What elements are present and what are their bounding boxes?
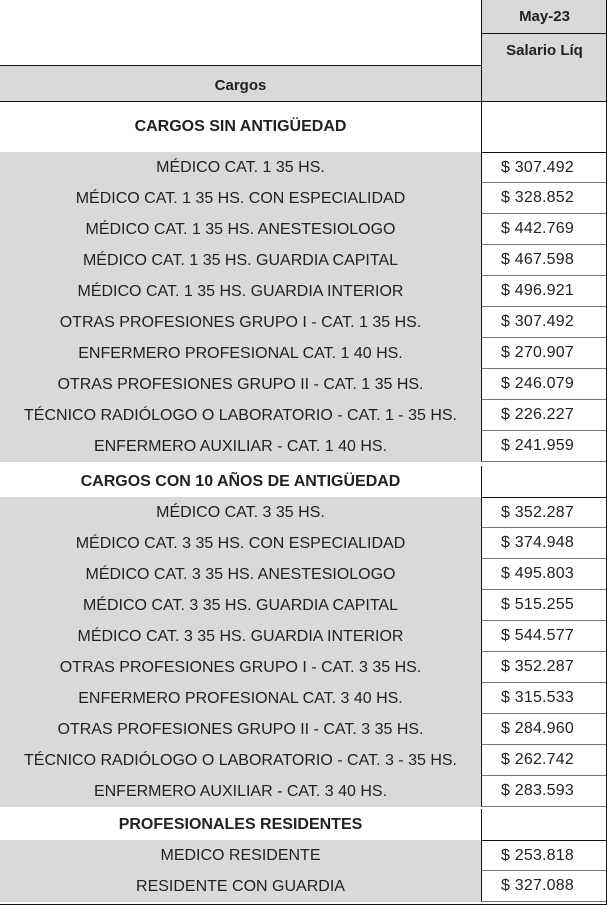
cargo-cell: MÉDICO CAT. 1 35 HS. bbox=[0, 152, 481, 183]
salary-cell: $ 246.079 bbox=[481, 369, 607, 400]
section-header-row bbox=[0, 466, 607, 497]
salary-cell: $ 352.287 bbox=[481, 497, 607, 528]
salary-cell: $ 374.948 bbox=[481, 528, 607, 559]
table-row bbox=[0, 590, 607, 621]
salary-cell: $ 253.818 bbox=[481, 840, 607, 871]
salary-cell: $ 307.492 bbox=[481, 307, 607, 338]
section-header-row bbox=[0, 809, 607, 840]
salary-cell: $ 283.593 bbox=[481, 776, 607, 807]
cargo-cell: ENFERMERO AUXILIAR - CAT. 3 40 HS. bbox=[0, 776, 481, 807]
table-row bbox=[0, 652, 607, 683]
cargo-cell: ENFERMERO AUXILIAR - CAT. 1 40 HS. bbox=[0, 431, 481, 462]
salary-cell: $ 241.959 bbox=[481, 431, 607, 462]
table-row bbox=[0, 528, 607, 559]
cargo-cell: TÉCNICO RADIÓLOGO O LABORATORIO - CAT. 3 - 35 HS. bbox=[0, 745, 481, 776]
cargo-cell: MÉDICO CAT. 1 35 HS. GUARDIA CAPITAL bbox=[0, 245, 481, 276]
salary-cell: $ 496.921 bbox=[481, 276, 607, 307]
cargo-cell: MÉDICO CAT. 1 35 HS. CON ESPECIALIDAD bbox=[0, 183, 481, 214]
cargo-cell: ENFERMERO PROFESIONAL CAT. 3 40 HS. bbox=[0, 683, 481, 714]
section-title: PROFESIONALES RESIDENTES bbox=[0, 809, 481, 840]
salary-cell: $ 352.287 bbox=[481, 652, 607, 683]
salary-cell: $ 515.255 bbox=[481, 590, 607, 621]
section-title: CARGOS CON 10 AÑOS DE ANTIGÜEDAD bbox=[0, 466, 481, 497]
section-empty-cell bbox=[481, 809, 607, 840]
header-month: May-23 bbox=[481, 0, 607, 34]
table-row bbox=[0, 307, 607, 338]
salary-cell: $ 327.088 bbox=[481, 871, 607, 902]
cargo-cell: MÉDICO CAT. 3 35 HS. ANESTESIOLOGO bbox=[0, 559, 481, 590]
table-row bbox=[0, 338, 607, 369]
table-row bbox=[0, 745, 607, 776]
cargo-cell: OTRAS PROFESIONES GRUPO II - CAT. 3 35 HS. bbox=[0, 714, 481, 745]
table-row bbox=[0, 871, 607, 902]
header-row-label bbox=[0, 34, 607, 66]
cargo-cell: MÉDICO CAT. 1 35 HS. GUARDIA INTERIOR bbox=[0, 276, 481, 307]
salary-cell: $ 226.227 bbox=[481, 400, 607, 431]
table-row bbox=[0, 840, 607, 871]
cargo-cell: RESIDENTE CON GUARDIA bbox=[0, 871, 481, 902]
header-row-month bbox=[0, 0, 607, 34]
header-empty-cell bbox=[0, 0, 481, 34]
header-salary-label: Salario Líq bbox=[481, 34, 607, 66]
salary-cell: $ 307.492 bbox=[481, 152, 607, 183]
header-empty-cell bbox=[0, 34, 481, 66]
table-row bbox=[0, 152, 607, 183]
table-row bbox=[0, 245, 607, 276]
header-row-cargos bbox=[0, 66, 607, 102]
table-row bbox=[0, 776, 607, 807]
salary-cell: $ 270.907 bbox=[481, 338, 607, 369]
salary-cell: $ 315.533 bbox=[481, 683, 607, 714]
salary-cell: $ 544.577 bbox=[481, 621, 607, 652]
cargo-cell: MÉDICO CAT. 3 35 HS. GUARDIA INTERIOR bbox=[0, 621, 481, 652]
cargo-cell: OTRAS PROFESIONES GRUPO I - CAT. 3 35 HS. bbox=[0, 652, 481, 683]
salary-cell: $ 284.960 bbox=[481, 714, 607, 745]
cargo-cell: TÉCNICO RADIÓLOGO O LABORATORIO - CAT. 1 - 35 HS. bbox=[0, 400, 481, 431]
cargo-cell: OTRAS PROFESIONES GRUPO I - CAT. 1 35 HS. bbox=[0, 307, 481, 338]
cargo-cell: ENFERMERO PROFESIONAL CAT. 1 40 HS. bbox=[0, 338, 481, 369]
table-row bbox=[0, 369, 607, 400]
section-empty-cell bbox=[481, 102, 607, 152]
header-empty-cell bbox=[481, 66, 607, 102]
salary-cell: $ 262.742 bbox=[481, 745, 607, 776]
salary-cell: $ 328.852 bbox=[481, 183, 607, 214]
section-empty-cell bbox=[481, 466, 607, 497]
cargo-cell: MÉDICO CAT. 3 35 HS. GUARDIA CAPITAL bbox=[0, 590, 481, 621]
table-row bbox=[0, 400, 607, 431]
cargo-cell: MÉDICO CAT. 1 35 HS. ANESTESIOLOGO bbox=[0, 214, 481, 245]
table-row bbox=[0, 621, 607, 652]
table-row bbox=[0, 714, 607, 745]
cargo-cell: MÉDICO CAT. 3 35 HS. CON ESPECIALIDAD bbox=[0, 528, 481, 559]
table-row bbox=[0, 559, 607, 590]
cargo-cell: MEDICO RESIDENTE bbox=[0, 840, 481, 871]
table-row bbox=[0, 683, 607, 714]
header-cargos: Cargos bbox=[0, 66, 481, 102]
section-header-row bbox=[0, 102, 607, 152]
table-row bbox=[0, 276, 607, 307]
salary-cell: $ 467.598 bbox=[481, 245, 607, 276]
cargo-cell: MÉDICO CAT. 3 35 HS. bbox=[0, 497, 481, 528]
salary-cell: $ 442.769 bbox=[481, 214, 607, 245]
table-row bbox=[0, 497, 607, 528]
cargo-cell: OTRAS PROFESIONES GRUPO II - CAT. 1 35 HS. bbox=[0, 369, 481, 400]
table-row bbox=[0, 431, 607, 462]
table-row bbox=[0, 214, 607, 245]
section-title: CARGOS SIN ANTIGÜEDAD bbox=[0, 102, 481, 152]
table-row bbox=[0, 183, 607, 214]
salary-cell: $ 495.803 bbox=[481, 559, 607, 590]
